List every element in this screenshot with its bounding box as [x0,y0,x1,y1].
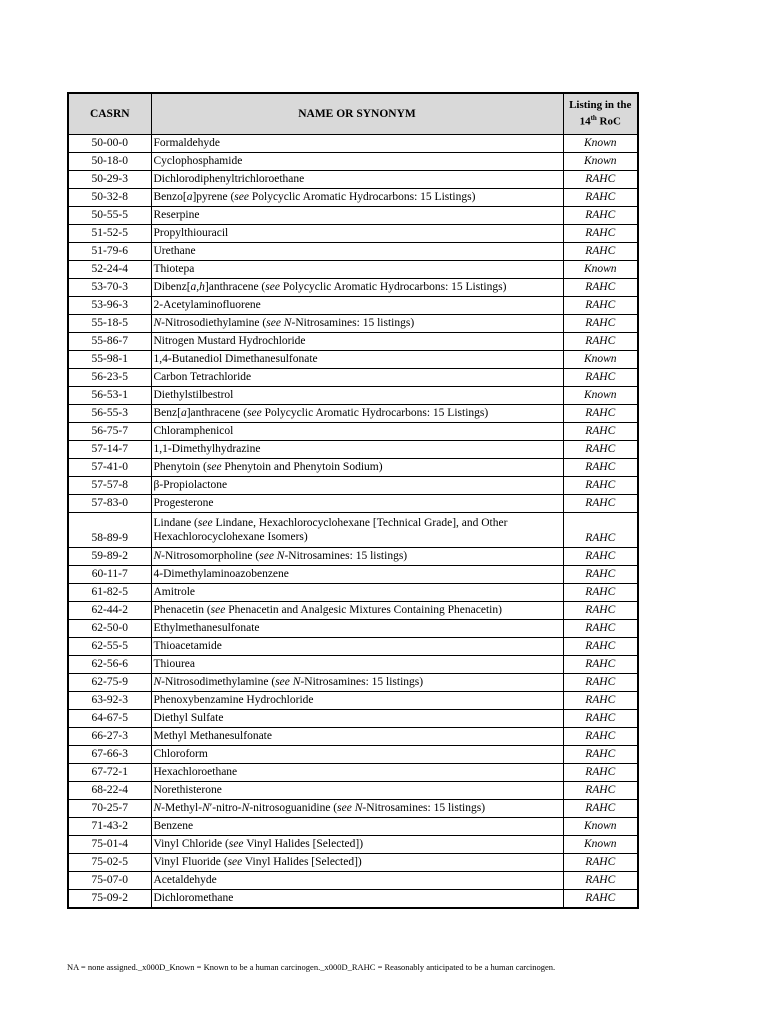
listing-cell: RAHC [563,189,638,207]
casrn-cell: 75-09-2 [68,890,151,909]
listing-cell: RAHC [563,782,638,800]
name-segment: N [153,676,162,688]
name-segment: Amitrole [153,586,196,598]
name-cell [151,315,563,333]
header-name: NAME OR SYNONYM [151,93,563,135]
name-segment: 2-Acetylaminofluorene [153,299,261,311]
name-segment: Thiourea [153,658,196,670]
casrn-cell: 61-82-5 [68,584,151,602]
listing-cell: RAHC [563,243,638,261]
listing-cell: RAHC [563,764,638,782]
name-segment: ]anthracene ( [204,281,266,293]
name-cell [151,584,563,602]
name-segment: a [186,191,193,203]
listing-cell: RAHC [563,405,638,423]
name-cell [151,171,563,189]
name-cell [151,459,563,477]
casrn-cell: 58-89-9 [68,513,151,548]
name-segment: Carbon Tetrachloride [153,371,252,383]
table-row [68,297,638,315]
name-segment: Polycyclic Aromatic Hydrocarbons: 15 Listings) [261,407,489,419]
name-cell [151,656,563,674]
name-cell [151,153,563,171]
table-row [68,548,638,566]
name-segment: Thiotepa [153,263,195,275]
name-cell [151,872,563,890]
listing-cell: RAHC [563,602,638,620]
name-cell [151,728,563,746]
name-cell [151,135,563,153]
listing-cell: RAHC [563,746,638,764]
name-segment: 1,1-Dimethylhydrazine [153,443,261,455]
casrn-cell: 56-53-1 [68,387,151,405]
header-casrn: CASRN [68,93,151,135]
casrn-cell: 50-18-0 [68,153,151,171]
table-row [68,818,638,836]
listing-cell: RAHC [563,584,638,602]
name-segment: see [206,461,222,473]
name-segment: Methyl Methanesulfonate [153,730,272,742]
name-segment: Polycyclic Aromatic Hydrocarbons: 15 Listings) [248,191,476,203]
listing-cell: RAHC [563,854,638,872]
listing-cell: RAHC [563,423,638,441]
name-cell [151,513,563,548]
name-segment: N [241,802,250,814]
listing-cell: RAHC [563,872,638,890]
name-cell [151,351,563,369]
casrn-cell: 56-55-3 [68,405,151,423]
name-segment: see [247,407,262,419]
name-segment: Benzo[ [153,191,187,203]
name-segment: see [227,856,243,868]
listing-cell: RAHC [563,710,638,728]
listing-cell: RAHC [563,728,638,746]
name-segment: -Nitrosodiethylamine ( [161,317,267,329]
table-row [68,405,638,423]
casrn-cell: 75-01-4 [68,836,151,854]
name-segment: 4-Dimethylaminoazobenzene [153,568,289,580]
name-segment: Cyclophosphamide [153,155,243,167]
name-cell [151,207,563,225]
table-row [68,710,638,728]
name-cell [151,548,563,566]
listing-cell: Known [563,387,638,405]
name-cell [151,836,563,854]
listing-cell: RAHC [563,495,638,513]
name-segment: Vinyl Chloride ( [153,838,229,850]
table-row [68,333,638,351]
name-segment: Chloroform [153,748,208,760]
listing-cell: RAHC [563,207,638,225]
name-segment: Formaldehyde [153,137,220,149]
name-segment: Vinyl Fluoride ( [153,856,228,868]
casrn-cell: 62-75-9 [68,674,151,692]
listing-cell: RAHC [563,333,638,351]
name-cell [151,189,563,207]
table-row [68,351,638,369]
casrn-cell: 57-41-0 [68,459,151,477]
table-row [68,566,638,584]
carcinogen-table [67,92,639,909]
casrn-cell: 53-96-3 [68,297,151,315]
listing-cell: RAHC [563,692,638,710]
table-row [68,800,638,818]
name-cell [151,818,563,836]
name-segment: ]pyrene ( [192,191,235,203]
table-row [68,459,638,477]
header-listing-suffix: RoC [596,115,621,128]
listing-cell: Known [563,351,638,369]
casrn-cell: 50-55-5 [68,207,151,225]
table-row [68,890,638,909]
name-segment: see N [337,802,363,814]
header-listing [563,93,638,135]
casrn-cell: 57-14-7 [68,441,151,459]
name-segment: Diethylstilbestrol [153,389,234,401]
name-segment: see N [266,317,292,329]
casrn-cell: 62-56-6 [68,656,151,674]
listing-cell: RAHC [563,638,638,656]
name-segment: Chloramphenicol [153,425,234,437]
casrn-cell: 56-23-5 [68,369,151,387]
name-cell [151,423,563,441]
name-segment: -Nitrosodimethylamine ( [161,676,276,688]
table-row [68,620,638,638]
casrn-cell: 55-18-5 [68,315,151,333]
casrn-cell: 75-07-0 [68,872,151,890]
table-row [68,782,638,800]
name-segment: -Nitrosomorpholine ( [161,550,260,562]
casrn-cell: 57-83-0 [68,495,151,513]
name-cell [151,566,563,584]
table-row [68,189,638,207]
name-segment: Benzene [153,820,194,832]
table-row [68,387,638,405]
casrn-cell: 70-25-7 [68,800,151,818]
table-row [68,477,638,495]
name-segment: see [210,604,226,616]
casrn-cell: 50-32-8 [68,189,151,207]
name-cell [151,638,563,656]
name-segment: Reserpine [153,209,200,221]
name-segment: Vinyl Halides [Selected]) [243,838,364,850]
table-row [68,423,638,441]
table-row [68,728,638,746]
header-listing-line1: Listing in the [569,99,632,112]
name-segment: Thioacetamide [153,640,222,652]
casrn-cell: 75-02-5 [68,854,151,872]
casrn-cell: 64-67-5 [68,710,151,728]
name-segment: Dichloromethane [153,892,234,904]
name-cell [151,692,563,710]
name-segment: Propylthiouracil [153,227,229,239]
table-row [68,836,638,854]
listing-cell: RAHC [563,513,638,548]
casrn-cell: 68-22-4 [68,782,151,800]
listing-cell: RAHC [563,566,638,584]
name-cell [151,333,563,351]
table-row [68,225,638,243]
table-row [68,369,638,387]
name-cell [151,405,563,423]
name-segment: -Nitrosamines: 15 listings) [362,802,486,814]
listing-cell: RAHC [563,890,638,909]
name-segment: -Nitrosamines: 15 listings) [300,676,424,688]
name-cell [151,890,563,909]
name-cell [151,495,563,513]
name-cell [151,620,563,638]
listing-cell: RAHC [563,656,638,674]
name-segment: 1,4-Butanediol Dimethanesulfonate [153,353,318,365]
table-row [68,171,638,189]
name-cell [151,710,563,728]
listing-cell: Known [563,153,638,171]
listing-cell: RAHC [563,477,638,495]
listing-cell: Known [563,135,638,153]
table-row [68,674,638,692]
listing-cell: RAHC [563,171,638,189]
name-segment: Urethane [153,245,196,257]
listing-cell: RAHC [563,297,638,315]
header-listing-ordinal: th [590,114,597,123]
casrn-cell: 56-75-7 [68,423,151,441]
casrn-cell: 50-29-3 [68,171,151,189]
name-cell [151,782,563,800]
name-segment: -Nitrosamines: 15 listings) [291,317,415,329]
name-segment: Dibenz[ [153,281,191,293]
listing-cell: RAHC [563,225,638,243]
casrn-cell: 51-79-6 [68,243,151,261]
table-row [68,243,638,261]
name-cell [151,764,563,782]
name-segment: Phenoxybenzamine Hydrochloride [153,694,314,706]
name-segment: Hexachloroethane [153,766,238,778]
casrn-cell: 62-50-0 [68,620,151,638]
name-cell [151,243,563,261]
name-segment: N [153,317,162,329]
name-segment: Diethyl Sulfate [153,712,224,724]
header-row [68,93,638,135]
casrn-cell: 50-00-0 [68,135,151,153]
name-segment: see [234,191,249,203]
name-segment: Phenytoin and Phenytoin Sodium) [221,461,383,473]
name-segment: Phenacetin and Analgesic Mixtures Containing Phenacetin) [225,604,502,616]
name-cell [151,746,563,764]
listing-cell: Known [563,261,638,279]
table-row [68,872,638,890]
table-row [68,746,638,764]
listing-cell: RAHC [563,369,638,387]
casrn-cell: 60-11-7 [68,566,151,584]
header-listing-edition: 14 [579,115,591,128]
name-segment: see N [259,550,285,562]
name-segment: a,h [190,281,205,293]
name-segment: N [153,802,162,814]
name-segment: Benz[ [153,407,181,419]
table-row [68,692,638,710]
name-cell [151,369,563,387]
casrn-cell: 52-24-4 [68,261,151,279]
name-segment: Lindane ( [153,517,198,529]
table-body [68,135,638,909]
name-segment: ′-nitro- [209,802,242,814]
name-segment: N [202,802,210,814]
name-segment: Lindane, Hexachlorocyclohexane [Technical Grade], and Other Hexachlorocyclohexane Isomers) [153,517,508,543]
name-cell [151,800,563,818]
listing-cell: Known [563,818,638,836]
name-cell [151,477,563,495]
listing-cell: RAHC [563,674,638,692]
name-cell [151,225,563,243]
name-segment: -Methyl- [161,802,203,814]
casrn-cell: 62-44-2 [68,602,151,620]
name-cell [151,674,563,692]
name-segment: Norethisterone [153,784,222,796]
table-row [68,764,638,782]
name-cell [151,854,563,872]
name-segment: Phenytoin ( [153,461,207,473]
name-segment: see [197,517,213,529]
listing-cell: RAHC [563,441,638,459]
listing-cell: RAHC [563,620,638,638]
table-row [68,135,638,153]
table-row [68,602,638,620]
table-row [68,441,638,459]
table-row [68,261,638,279]
table-row [68,153,638,171]
name-segment: N [153,550,162,562]
table-row [68,495,638,513]
name-segment: Polycyclic Aromatic Hydrocarbons: 15 Listings) [279,281,507,293]
listing-cell: Known [563,836,638,854]
table-row [68,207,638,225]
name-segment: see [228,838,244,850]
name-cell [151,261,563,279]
casrn-cell: 53-70-3 [68,279,151,297]
casrn-cell: 62-55-5 [68,638,151,656]
table-row [68,279,638,297]
casrn-cell: 66-27-3 [68,728,151,746]
table-row [68,854,638,872]
table-row [68,638,638,656]
table-row [68,584,638,602]
name-cell [151,279,563,297]
name-segment: a [180,407,187,419]
casrn-cell: 71-43-2 [68,818,151,836]
listing-cell: RAHC [563,800,638,818]
casrn-cell: 67-66-3 [68,746,151,764]
name-segment: Dichlorodiphenyltrichloroethane [153,173,305,185]
footnote: NA = none assigned._x000D_Known = Known to be a human carcinogen._x000D_RAHC = Reasonably anticipated to be a human carcinogen. [67,962,556,972]
casrn-cell: 55-98-1 [68,351,151,369]
name-segment: -Nitrosamines: 15 listings) [284,550,408,562]
listing-cell: RAHC [563,315,638,333]
casrn-cell: 55-86-7 [68,333,151,351]
name-segment: Nitrogen Mustard Hydrochloride [153,335,306,347]
name-segment: Ethylmethanesulfonate [153,622,260,634]
table-row [68,315,638,333]
table-row [68,656,638,674]
casrn-cell: 67-72-1 [68,764,151,782]
name-segment: -nitrosoguanidine ( [249,802,338,814]
name-segment: Progesterone [153,497,214,509]
listing-cell: RAHC [563,279,638,297]
name-segment: see N [275,676,301,688]
name-cell [151,602,563,620]
name-segment: Acetaldehyde [153,874,217,886]
name-segment: β-Propiolactone [153,479,228,491]
casrn-cell: 59-89-2 [68,548,151,566]
name-segment: Phenacetin ( [153,604,211,616]
casrn-cell: 51-52-5 [68,225,151,243]
casrn-cell: 63-92-3 [68,692,151,710]
listing-cell: RAHC [563,459,638,477]
listing-cell: RAHC [563,548,638,566]
name-cell [151,387,563,405]
table-row [68,513,638,548]
name-segment: see [265,281,280,293]
name-cell [151,441,563,459]
name-segment: Vinyl Halides [Selected]) [242,856,362,868]
name-segment: ]anthracene ( [186,407,248,419]
casrn-cell: 57-57-8 [68,477,151,495]
name-cell [151,297,563,315]
